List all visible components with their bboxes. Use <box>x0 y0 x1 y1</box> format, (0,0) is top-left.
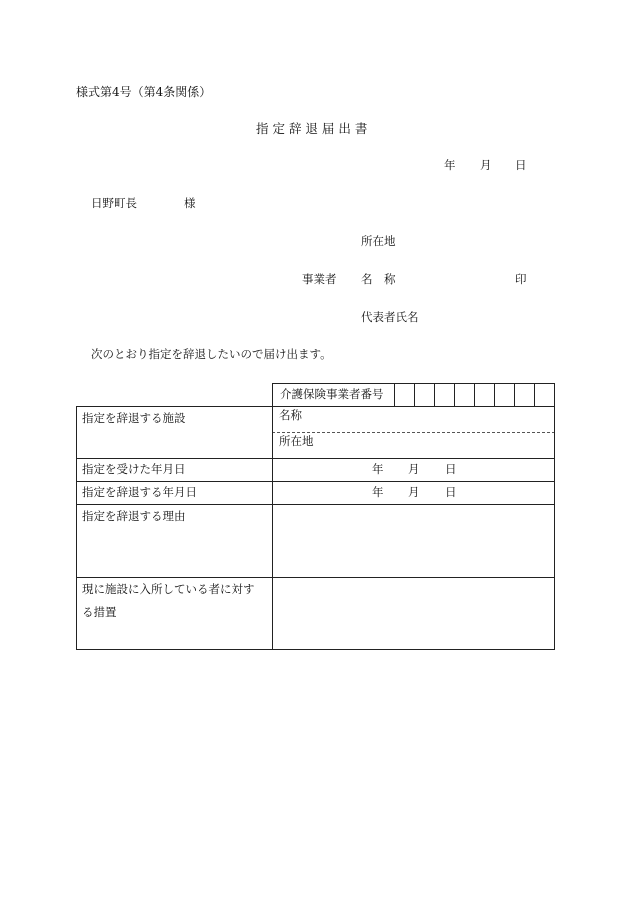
designated-year-label: 年 <box>372 462 384 476</box>
measures-label-line2: る措置 <box>82 605 117 619</box>
designated-day-label: 日 <box>445 462 457 476</box>
designated-date-row-top-border <box>76 458 555 459</box>
insurer-digit-separator <box>414 383 415 406</box>
document-title: 指 定 辞 退 届 出 書 <box>256 121 368 136</box>
measures-label-line1: 現に施設に入所している者に対す <box>82 582 255 596</box>
insurer-digit-separator <box>534 383 535 406</box>
insurer-digit-separator <box>434 383 435 406</box>
insurer-number-label: 介護保険事業者番号 <box>280 387 384 401</box>
seal-mark: 印 <box>515 272 527 286</box>
insurer-row-left-border <box>272 383 273 406</box>
facility-name-label: 名称 <box>279 408 302 422</box>
applicant-name-label: 名 称 <box>361 272 396 286</box>
insurer-digit-separator <box>474 383 475 406</box>
date-day-label: 日 <box>515 158 527 172</box>
date-year-label: 年 <box>444 158 456 172</box>
insurer-digit-separator <box>394 383 395 406</box>
date-month-label: 月 <box>480 158 492 172</box>
facility-row-top-border <box>76 406 555 407</box>
addressee-honorific: 様 <box>184 196 196 210</box>
designated-date-label: 指定を受けた年月日 <box>82 462 186 476</box>
table-left-border <box>76 406 77 650</box>
insurer-digit-separator <box>454 383 455 406</box>
withdraw-date-label: 指定を辞退する年月日 <box>82 485 197 499</box>
measures-row-top-border <box>76 577 555 578</box>
intro-text: 次のとおり指定を辞退したいので届け出ます。 <box>91 347 332 361</box>
representative-label: 代表者氏名 <box>361 310 419 324</box>
reason-row-top-border <box>76 504 555 505</box>
applicant-section-label: 事業者 <box>302 272 337 286</box>
addressee-name: 日野町長 <box>91 196 137 210</box>
form-number: 様式第4号（第4条関係） <box>76 85 212 99</box>
withdraw-year-label: 年 <box>372 485 384 499</box>
insurer-digit-separator <box>514 383 515 406</box>
table-bottom-border <box>76 649 555 650</box>
withdraw-month-label: 月 <box>408 485 420 499</box>
table-right-border <box>554 383 555 650</box>
withdraw-date-row-top-border <box>76 481 555 482</box>
facility-address-label: 所在地 <box>279 434 314 448</box>
withdrawal-form-table <box>76 383 555 650</box>
designated-month-label: 月 <box>408 462 420 476</box>
reason-label: 指定を辞退する理由 <box>82 509 186 523</box>
insurer-digit-separator <box>494 383 495 406</box>
facility-name-divider <box>272 432 555 433</box>
applicant-address-label: 所在地 <box>361 234 396 248</box>
label-column-divider <box>272 406 273 650</box>
withdraw-day-label: 日 <box>445 485 457 499</box>
facility-label: 指定を辞退する施設 <box>82 411 186 425</box>
